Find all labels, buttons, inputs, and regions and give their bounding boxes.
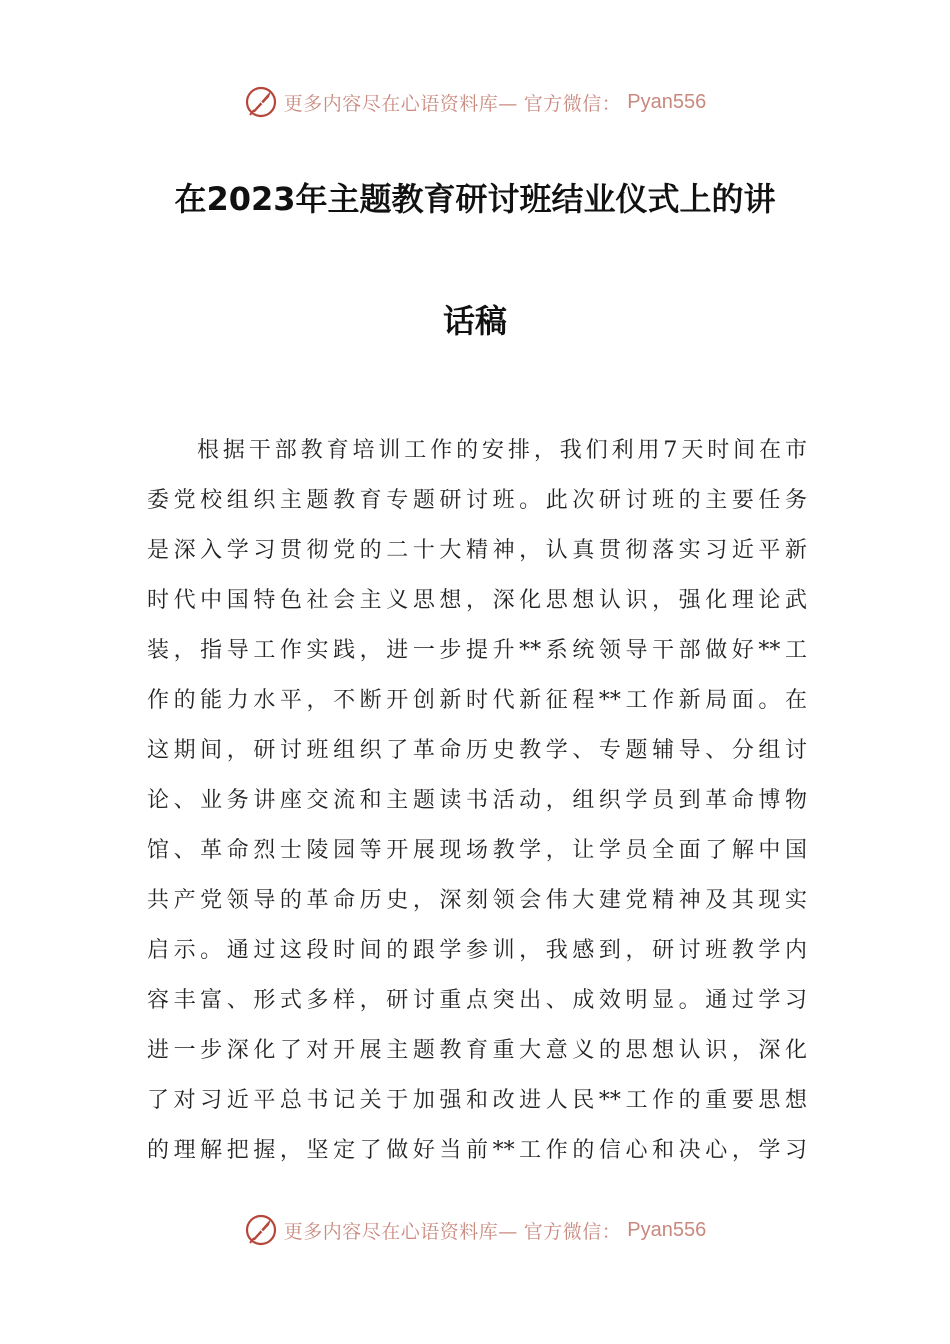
banner-wechat-id: Pyan556 xyxy=(627,1218,707,1241)
body-paragraph xyxy=(147,426,807,1176)
footer-banner xyxy=(0,1210,950,1250)
paragraph-line: 容丰富、形式多样，研讨重点突出、成效明显。通过学习 xyxy=(147,988,807,1013)
paragraph-line: 论、业务讲座交流和主题读书活动，组织学员到革命博物 xyxy=(147,788,807,813)
paragraph-line: 装，指导工作实践，进一步提升**系统领导干部做好**工 xyxy=(147,638,807,663)
paragraph-line: 馆、革命烈士陵园等开展现场教学，让学员全面了解中国 xyxy=(147,838,807,863)
document-title-line-2: 话稿 xyxy=(442,302,507,340)
paragraph-line: 启示。通过这段时间的跟学参训，我感到，研讨班教学内 xyxy=(147,938,807,963)
banner-text: 更多内容尽在心语资料库— xyxy=(283,92,518,115)
quill-logo-icon xyxy=(244,1213,278,1247)
banner-text: 更多内容尽在心语资料库— xyxy=(283,1220,518,1243)
paragraph-line: 根据干部教育培训工作的安排，我们利用7天时间在市 xyxy=(197,438,807,463)
paragraph-line: 时代中国特色社会主义思想，深化思想认识，强化理论武 xyxy=(147,588,807,613)
paragraph-line: 作的能力水平，不断开创新时代新征程**工作新局面。在 xyxy=(147,688,807,713)
paragraph-line: 这期间，研讨班组织了革命历史教学、专题辅导、分组讨 xyxy=(147,738,807,763)
banner-wechat-id: Pyan556 xyxy=(627,90,707,113)
banner-wechat-label: 官方微信： xyxy=(523,92,622,115)
header-banner xyxy=(0,82,950,122)
banner-wechat-label: 官方微信： xyxy=(523,1220,622,1243)
paragraph-line: 了对习近平总书记关于加强和改进人民**工作的重要思想 xyxy=(147,1088,807,1113)
paragraph-line: 共产党领导的革命历史，深刻领会伟大建党精神及其现实 xyxy=(147,888,807,913)
paragraph-line: 委党校组织主题教育专题研讨班。此次研讨班的主要任务 xyxy=(147,488,807,513)
paragraph-line: 进一步深化了对开展主题教育重大意义的思想认识，深化 xyxy=(147,1038,807,1063)
paragraph-line: 是深入学习贯彻党的二十大精神，认真贯彻落实习近平新 xyxy=(147,538,807,563)
quill-logo-icon xyxy=(244,85,278,119)
document-title-line-1: 在2023年主题教育研讨班结业仪式上的讲 xyxy=(174,180,776,218)
paragraph-line: 的理解把握，坚定了做好当前**工作的信心和决心，学习 xyxy=(147,1138,807,1163)
